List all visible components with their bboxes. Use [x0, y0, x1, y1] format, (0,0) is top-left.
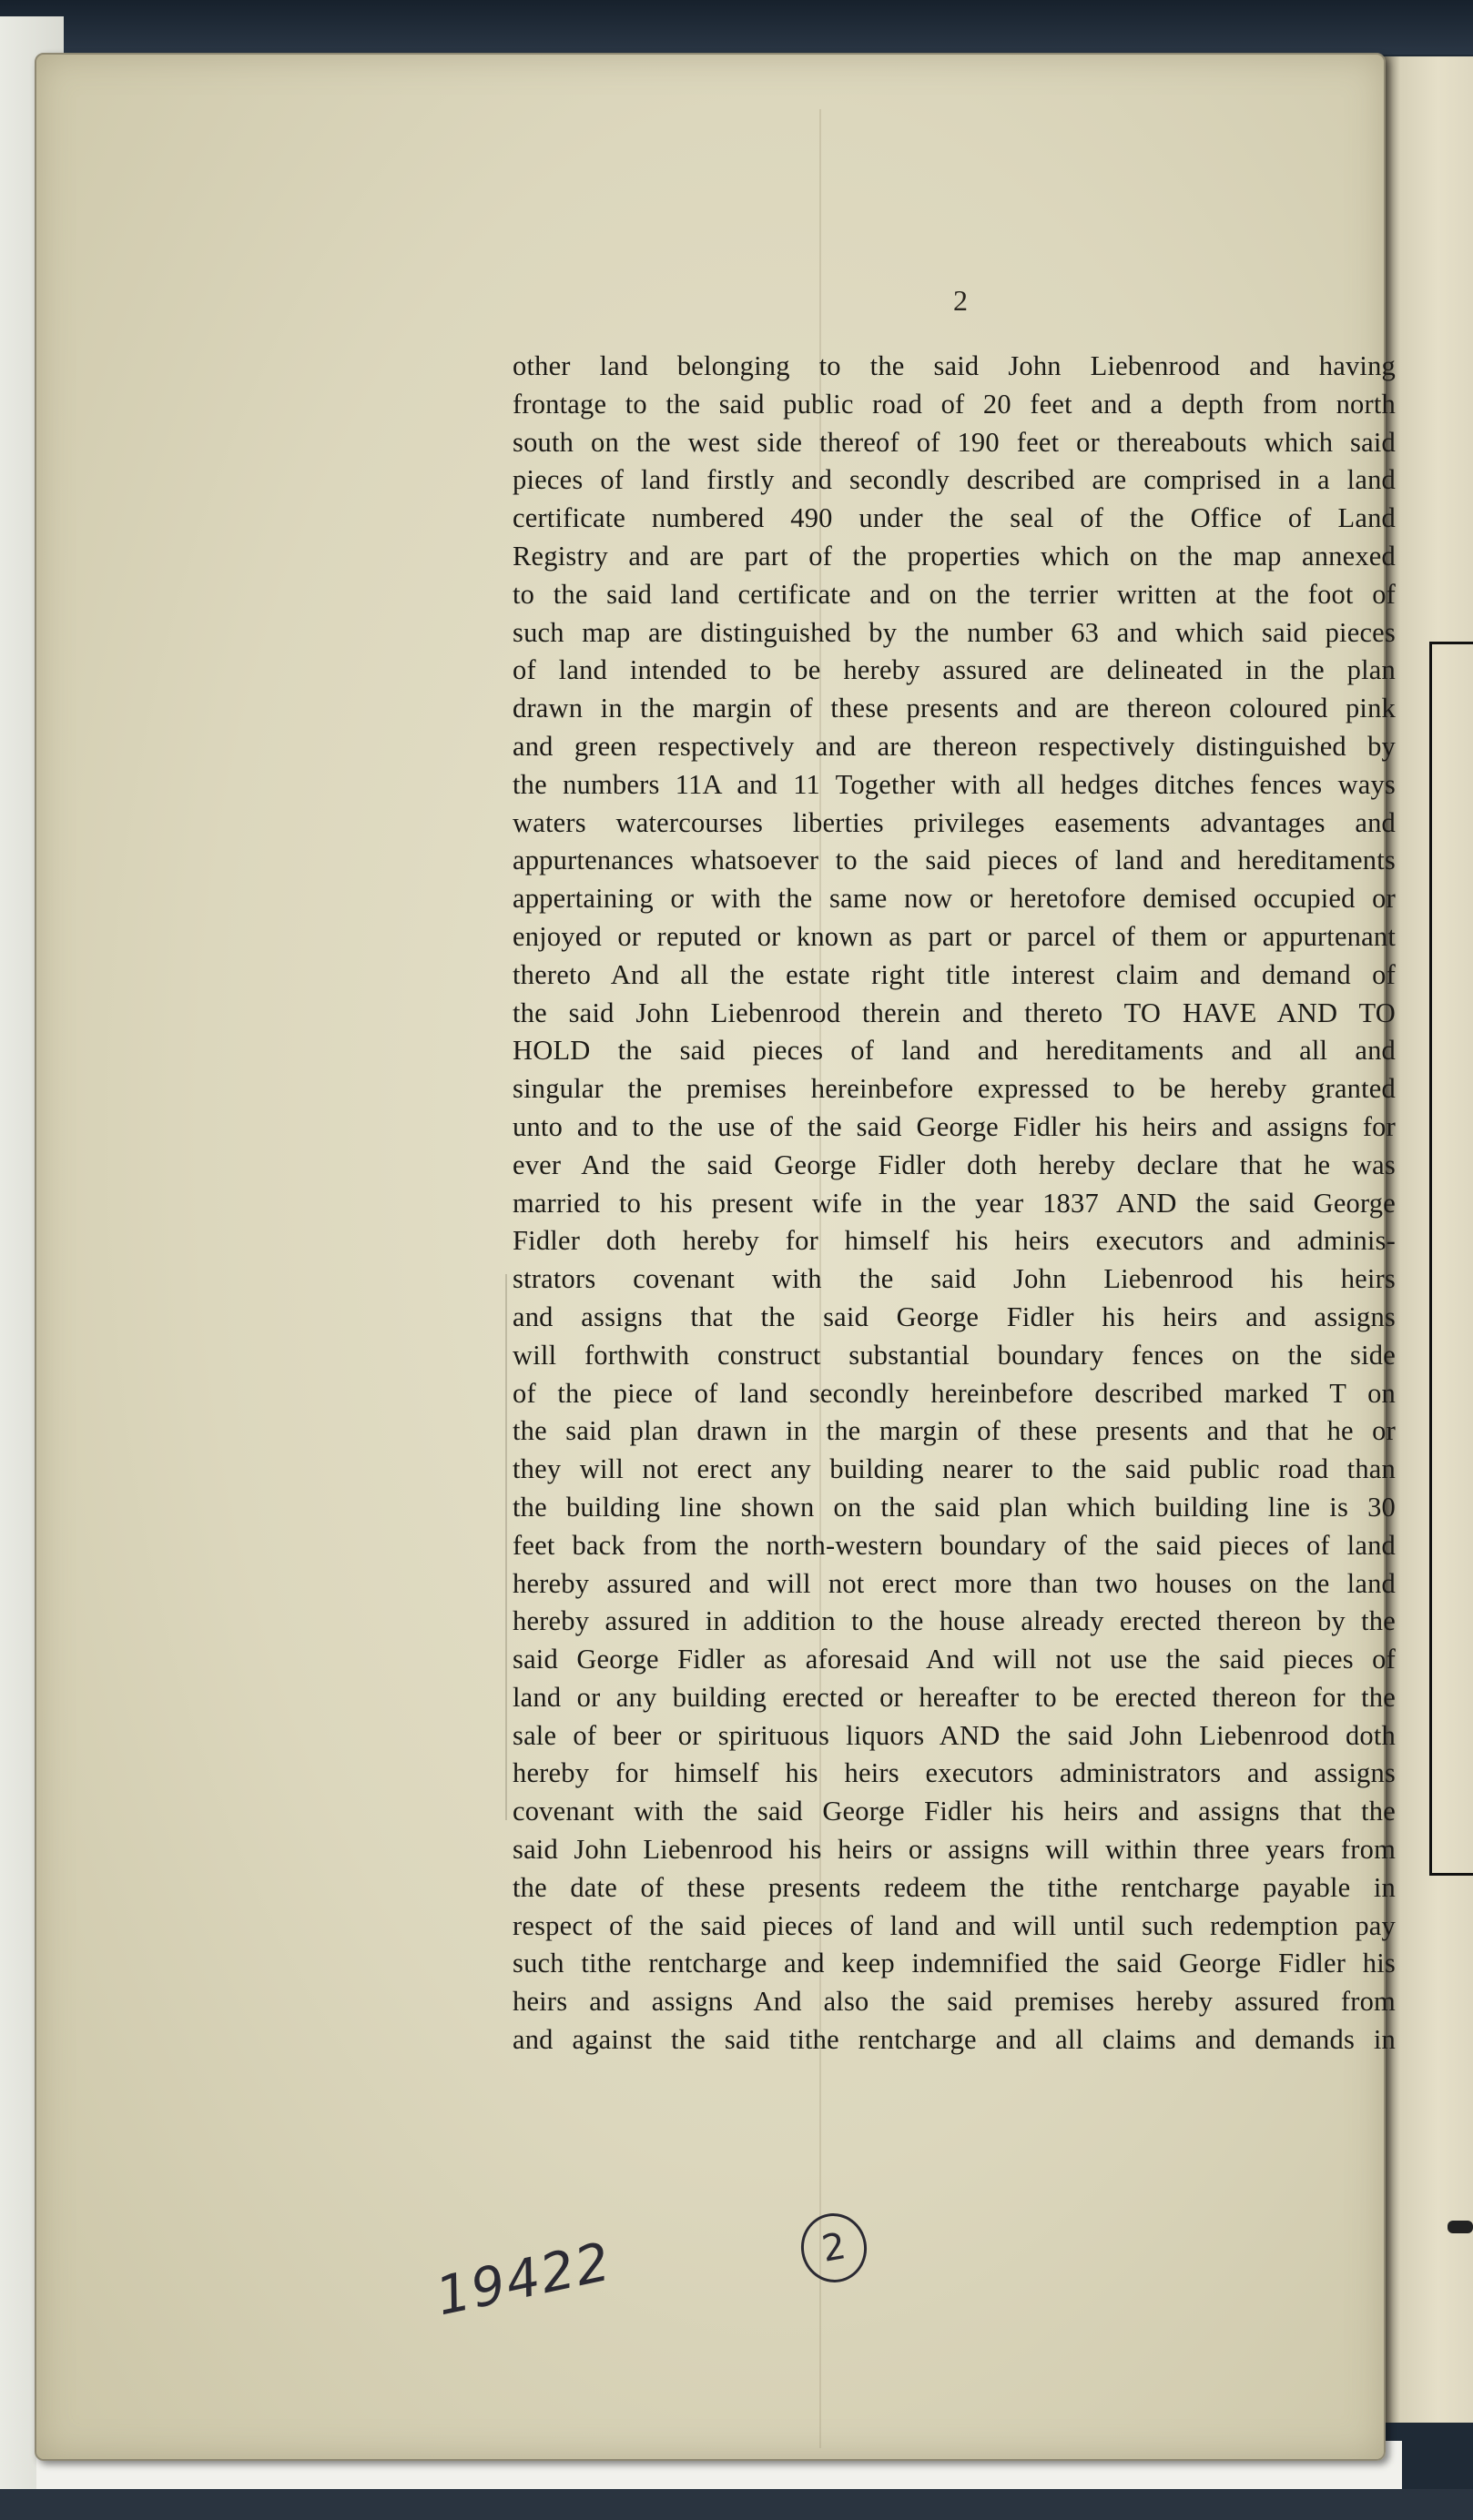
text-line: south on the west side thereof of 190 feet or thereabouts which said	[513, 426, 1396, 458]
text-line: thereto And all the estate right title interest claim and demand of	[513, 958, 1396, 990]
text-line: heirs and assigns And also the said premises hereby assured from	[513, 1986, 1396, 2018]
text-line: pieces of land firstly and secondly described are comprised in a land	[513, 464, 1396, 496]
text-line: married to his present wife in the year 1837 AND the said George	[513, 1187, 1396, 1219]
page-number: 2	[953, 284, 968, 317]
text-line: Registry and are part of the properties which on the map annexed	[513, 540, 1396, 572]
text-line: the said plan drawn in the margin of these presents and that he or	[513, 1415, 1396, 1447]
text-line: waters watercourses liberties privileges easements advantages and	[513, 806, 1396, 838]
text-line: appurtenances whatsoever to the said pieces of land and hereditaments	[513, 845, 1396, 876]
text-line: of land intended to be hereby assured are delineated in the plan	[513, 654, 1396, 686]
text-line: enjoyed or reputed or known as part or parcel of them or appurtenant	[513, 920, 1396, 952]
text-line: such map are distinguished by the number 63 and which said pieces	[513, 616, 1396, 648]
text-line: frontage to the said public road of 20 feet and a depth from north	[513, 388, 1396, 420]
deed-text	[513, 348, 1396, 2060]
text-line: the numbers 11A and 11 Together with all hedges ditches fences ways	[513, 768, 1396, 800]
text-line: will forthwith construct substantial boundary fences on the side	[513, 1339, 1396, 1371]
text-line: hereby assured and will not erect more than two houses on the land	[513, 1567, 1396, 1599]
text-line: the said John Liebenrood therein and thereto TO HAVE AND TO	[513, 997, 1396, 1028]
ink-mark	[1448, 2221, 1473, 2233]
text-line: such tithe rentcharge and keep indemnified the said George Fidler his	[513, 1948, 1396, 1979]
text-line: ever And the said George Fidler doth hereby declare that he was	[513, 1149, 1396, 1180]
text-line: feet back from the north-western boundary of the said pieces of land	[513, 1529, 1396, 1561]
text-line: hereby assured in addition to the house already erected thereon by the	[513, 1605, 1396, 1637]
text-line: drawn in the margin of these presents and are thereon coloured pink	[513, 693, 1396, 724]
text-line: and against the said tithe rentcharge and all claims and demands in	[513, 2024, 1396, 2056]
adjacent-page-border	[1429, 642, 1473, 1876]
handwritten-reference-number: 19422	[431, 2230, 617, 2328]
text-line: said John Liebenrood his heirs or assigns will within three years from	[513, 1834, 1396, 1866]
bottom-binding	[0, 2489, 1473, 2520]
text-line: other land belonging to the said John Liebenrood and having	[513, 350, 1396, 381]
text-line: the date of these presents redeem the tithe rentcharge payable in	[513, 1871, 1396, 1903]
margin-plan-trace	[505, 1274, 507, 1820]
text-line: sale of beer or spirituous liquors AND the said John Liebenrood doth	[513, 1719, 1396, 1751]
text-line: Fidler doth hereby for himself his heirs executors and adminis-	[513, 1225, 1396, 1257]
text-line: land or any building erected or hereafter to be erected thereon for the	[513, 1681, 1396, 1713]
text-line: and assigns that the said George Fidler his heirs and assigns	[513, 1300, 1396, 1332]
circled-page-number: 2	[796, 2208, 872, 2287]
text-line: of the piece of land secondly hereinbefore described marked T on	[513, 1377, 1396, 1409]
text-line: the building line shown on the said plan which building line is 30	[513, 1491, 1396, 1523]
text-line: hereby for himself his heirs executors administrators and assigns	[513, 1757, 1396, 1789]
text-line: appertaining or with the same now or heretofore demised occupied or	[513, 883, 1396, 915]
text-line: strators covenant with the said John Liebenrood his heirs	[513, 1263, 1396, 1295]
text-line: unto and to the use of the said George Fidler his heirs and assigns for	[513, 1110, 1396, 1142]
binding-strip	[0, 0, 1473, 55]
text-line: said George Fidler as aforesaid And will not use the said pieces of	[513, 1644, 1396, 1675]
text-line: certificate numbered 490 under the seal of the Office of Land	[513, 502, 1396, 534]
text-line: HOLD the said pieces of land and hereditaments and all and	[513, 1035, 1396, 1067]
text-line: singular the premises hereinbefore expressed to be hereby granted	[513, 1073, 1396, 1105]
text-line: covenant with the said George Fidler his heirs and assigns that the	[513, 1796, 1396, 1827]
text-line: respect of the said pieces of land and will until such redemption pay	[513, 1909, 1396, 1941]
text-line: and green respectively and are thereon respectively distinguished by	[513, 730, 1396, 762]
text-line: to the said land certificate and on the terrier written at the foot of	[513, 578, 1396, 610]
text-line: they will not erect any building nearer to the said public road than	[513, 1453, 1396, 1485]
